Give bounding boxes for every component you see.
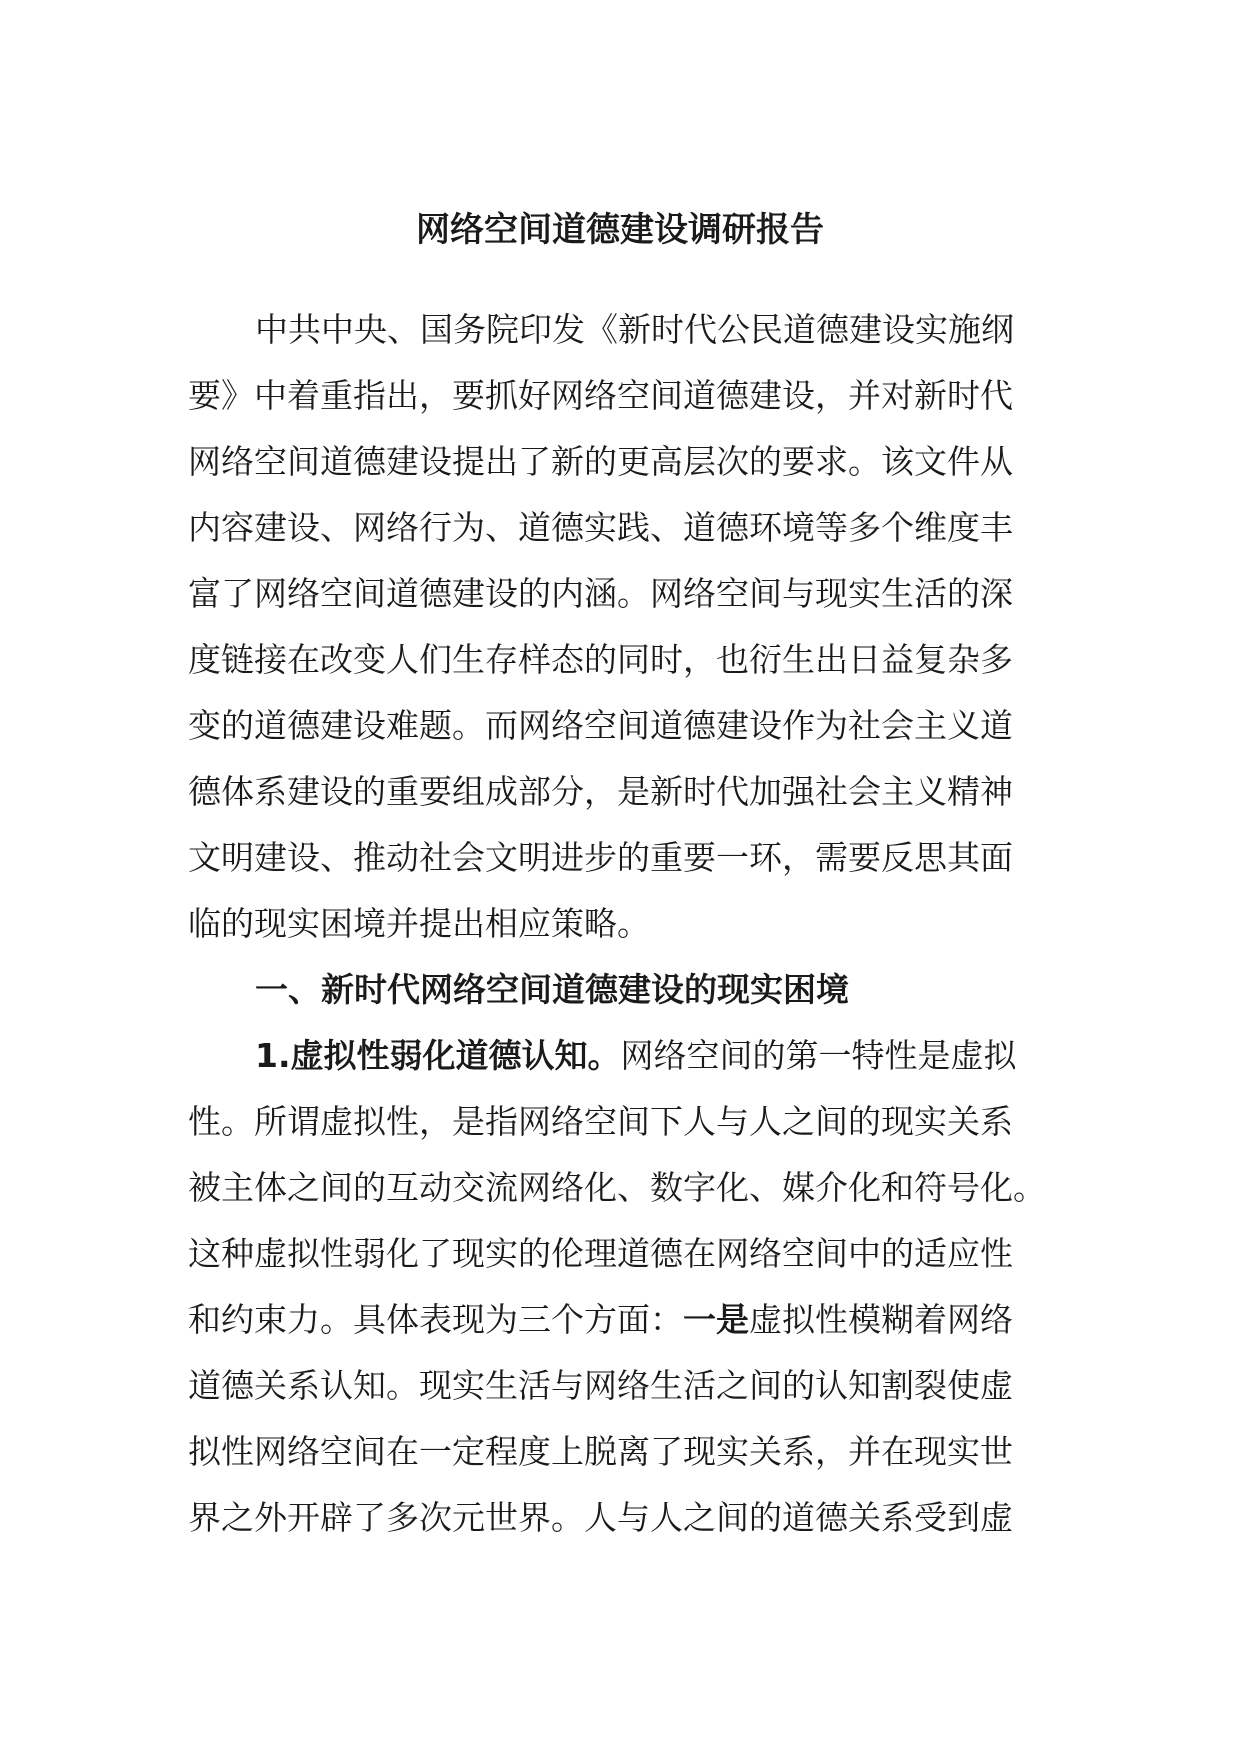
subsection-paragraph — [188, 1023, 1088, 1551]
intro-paragraph — [188, 297, 1088, 957]
subsection-heading: 1.虚拟性弱化道德认知。 — [255, 1036, 621, 1075]
text-line: 变的道德建设难题。而网络空间道德建设作为社会主义道 — [188, 706, 1013, 745]
section-heading: 一、新时代网络空间道德建设的现实困境 — [255, 970, 849, 1009]
text-line: 度链接在改变人们生存样态的同时，也衍生出日益复杂多 — [188, 640, 1013, 679]
text-line: 临的现实困境并提出相应策略。 — [188, 904, 650, 943]
text-line: 性。所谓虚拟性，是指网络空间下人与人之间的现实关系 — [188, 1102, 1013, 1141]
subsection-first-line-text: 网络空间的第一特性是虚拟 — [620, 1036, 1017, 1075]
text-line: 富了网络空间道德建设的内涵。网络空间与现实生活的深 — [188, 574, 1013, 613]
mixed-line-after: 虚拟性模糊着网络 — [749, 1300, 1013, 1339]
text-line — [188, 1287, 1088, 1353]
text-line: 中共中央、国务院印发《新时代公民道德建设实施纲 — [255, 310, 1014, 349]
text-line: 网络空间道德建设提出了新的更高层次的要求。该文件从 — [188, 442, 1013, 481]
text-line: 被主体之间的互动交流网络化、数字化、媒介化和符号化。 — [188, 1168, 1046, 1207]
text-line: 道德关系认知。现实生活与网络生活之间的认知割裂使虚 — [188, 1366, 1013, 1405]
text-line: 德体系建设的重要组成部分，是新时代加强社会主义精神 — [188, 772, 1013, 811]
mixed-line-before: 和约束力。具体表现为三个方面： — [188, 1300, 683, 1339]
document-body — [188, 297, 1088, 1551]
text-line: 拟性网络空间在一定程度上脱离了现实关系，并在现实世 — [188, 1432, 1013, 1471]
text-line: 这种虚拟性弱化了现实的伦理道德在网络空间中的适应性 — [188, 1234, 1013, 1273]
point-marker: 一是 — [683, 1300, 749, 1339]
text-line: 界之外开辟了多次元世界。人与人之间的道德关系受到虚 — [188, 1498, 1013, 1537]
text-line: 内容建设、网络行为、道德实践、道德环境等多个维度丰 — [188, 508, 1013, 547]
text-line — [188, 1023, 1088, 1089]
text-line: 要》中着重指出，要抓好网络空间道德建设，并对新时代 — [188, 376, 1013, 415]
text-line: 文明建设、推动社会文明进步的重要一环，需要反思其面 — [188, 838, 1013, 877]
document-title: 网络空间道德建设调研报告 — [416, 210, 824, 250]
